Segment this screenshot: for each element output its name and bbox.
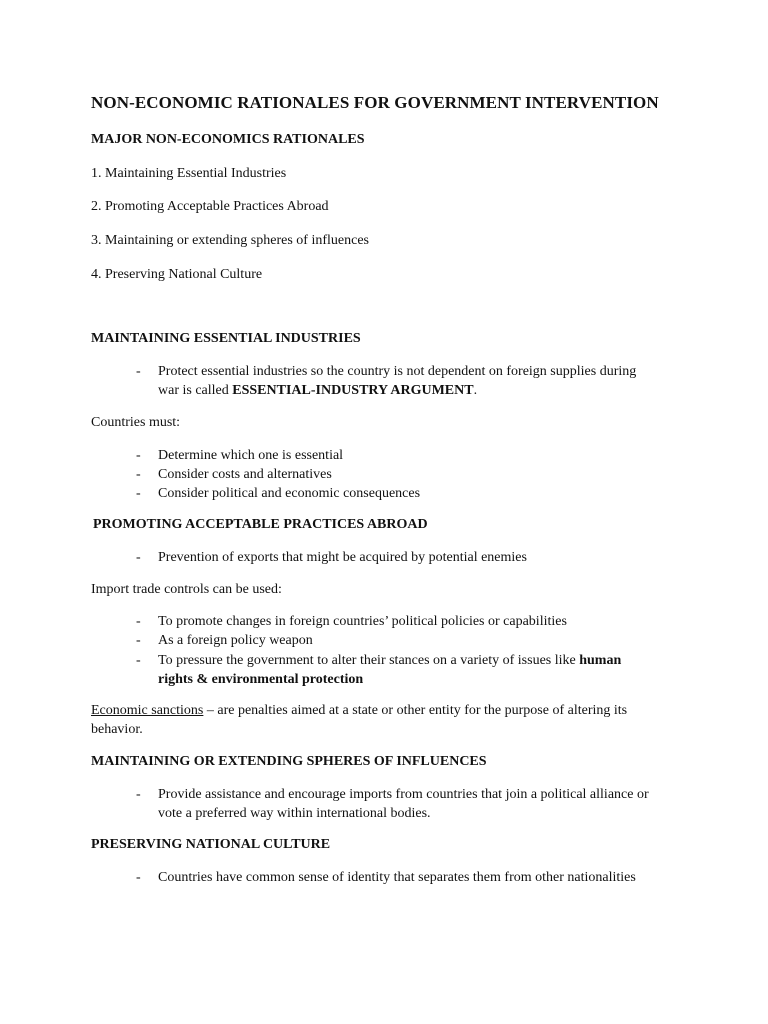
bullet-text: Prevention of exports that might be acquired by potential enemies: [158, 550, 527, 565]
bullet-text: Determine which one is essential: [158, 448, 344, 463]
bullet-text: As a foreign policy weapon: [158, 633, 313, 648]
section-heading-national-culture: PRESERVING NATIONAL CULTURE: [91, 837, 331, 852]
major-list-item: 3. Maintaining or extending spheres of influences: [91, 233, 369, 248]
section-heading-acceptable-practices: PROMOTING ACCEPTABLE PRACTICES ABROAD: [93, 517, 428, 532]
bullet-text: Countries have common sense of identity that separates them from other nationalities: [158, 870, 636, 885]
section-heading-spheres-of-influence: MAINTAINING OR EXTENDING SPHERES OF INFLUENCES: [91, 754, 487, 769]
bullet-dash: -: [136, 364, 141, 379]
section-heading-essential-industries: MAINTAINING ESSENTIAL INDUSTRIES: [91, 331, 361, 346]
bullet-text-part: war is called: [158, 383, 233, 398]
import-controls-label: Import trade controls can be used:: [91, 582, 282, 597]
major-list-item: 4. Preserving National Culture: [91, 267, 263, 282]
bullet-text: Protect essential industries so the country is not dependent on foreign supplies during: [158, 364, 637, 379]
bullet-dash: -: [136, 653, 141, 668]
economic-sanctions-term: Economic sanctions: [91, 703, 204, 718]
bullet-dash: -: [136, 448, 141, 463]
bullet-text: Consider costs and alternatives: [158, 467, 332, 482]
countries-must-label: Countries must:: [91, 415, 181, 430]
essential-industry-argument-term: ESSENTIAL-INDUSTRY ARGUMENT: [232, 383, 474, 398]
bullet-text: [158, 651, 621, 671]
major-list-item: 1. Maintaining Essential Industries: [91, 166, 287, 181]
bullet-text: [158, 381, 477, 401]
bullet-text-part: To pressure the government to alter their stances on a variety of issues like: [158, 653, 580, 668]
sanctions-definition-text: – are penalties aimed at a state or other entity for the purpose of altering its: [203, 703, 628, 718]
major-list-item: 2. Promoting Acceptable Practices Abroad: [91, 199, 329, 214]
bullet-text: Consider political and economic consequences: [158, 486, 421, 501]
bullet-dash: -: [136, 550, 141, 565]
bullet-dash: -: [136, 467, 141, 482]
bullet-dash: -: [136, 614, 141, 629]
bullet-text-part: .: [473, 383, 478, 398]
bullet-text-bold: human: [579, 653, 622, 668]
bullet-text: vote a preferred way within international bodies.: [158, 806, 431, 821]
bullet-text-bold: rights & environmental protection: [158, 672, 364, 687]
sanctions-definition: [91, 702, 627, 720]
bullet-text: Provide assistance and encourage imports from countries that join a political alliance or: [158, 787, 649, 802]
document-title: NON-ECONOMIC RATIONALES FOR GOVERNMENT INTERVENTION: [91, 93, 659, 112]
major-heading: MAJOR NON-ECONOMICS RATIONALES: [91, 132, 365, 147]
bullet-dash: -: [136, 633, 141, 648]
bullet-text: To promote changes in foreign countries’ political policies or capabilities: [158, 614, 567, 629]
bullet-dash: -: [136, 870, 141, 885]
bullet-dash: -: [136, 486, 141, 501]
sanctions-definition-text: behavior.: [91, 722, 143, 737]
bullet-dash: -: [136, 787, 141, 802]
